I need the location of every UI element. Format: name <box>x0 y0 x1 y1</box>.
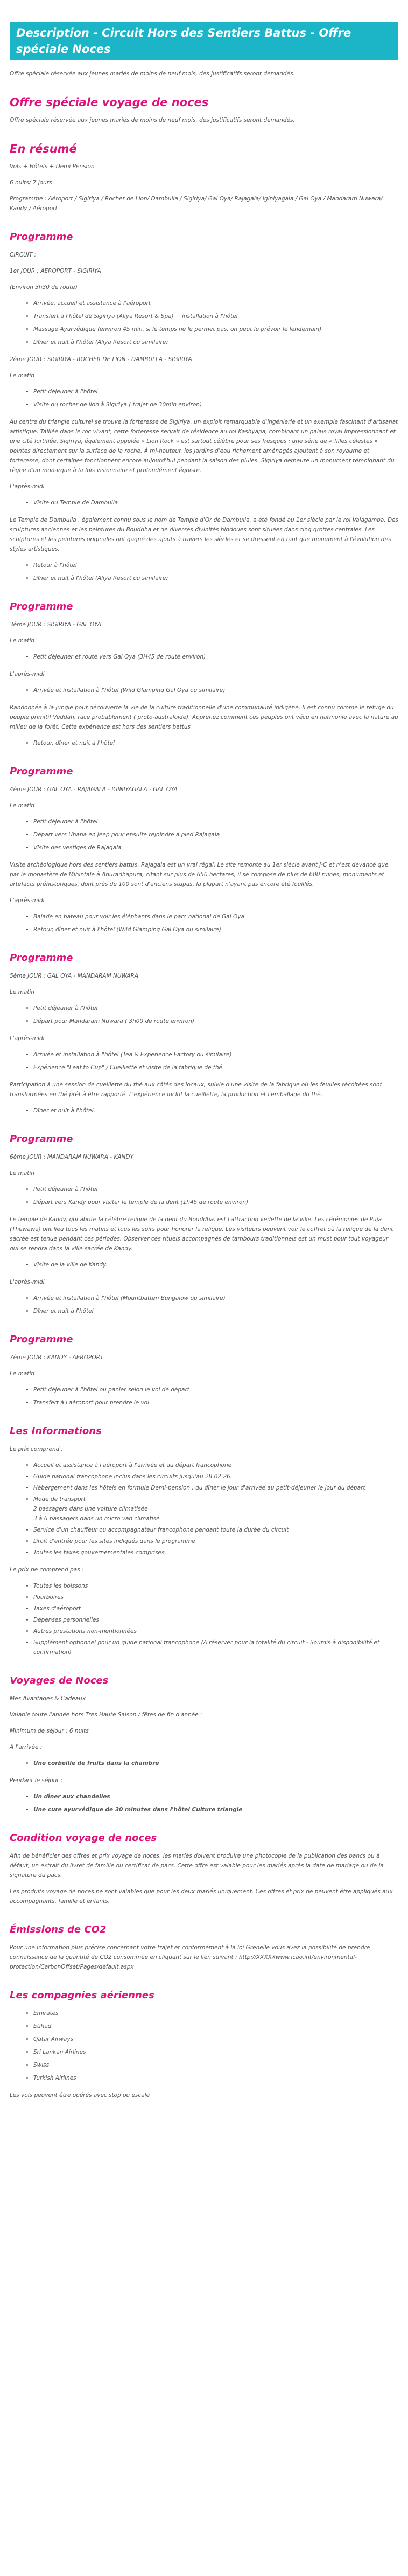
list-item: • Qatar Airways <box>33 2034 398 2044</box>
day-title: 6ème JOUR : MANDARAM NUWARA - KANDY <box>10 1154 133 1160</box>
offre-text: Offre spéciale réservée aux jeunes mariés de moins de neuf mois, des justificatifs seront demandés. <box>10 117 295 123</box>
transport-option: 3 à 6 passagers dans un micro van climatisé <box>33 1515 160 1522</box>
time-label: Le matin <box>10 1170 34 1176</box>
excluded-title: Le prix ne comprend pas : <box>10 1567 84 1573</box>
day-title: 1er JOUR : AEROPORT - SIGIRIYA <box>10 268 101 274</box>
time-label: L'après-midi <box>10 1279 45 1285</box>
noces-title: Voyages de Noces <box>10 1675 109 1686</box>
list-item: • Transfert à l'hôtel de Sigiriya (Aliya Resort & Spa) + installation à l'hôtel <box>33 311 398 321</box>
list-item: • Swiss <box>33 2060 398 2070</box>
day-list <box>10 1050 398 1072</box>
list-item: • Retour, dîner et nuit à l'hôtel (Wild Glamping Gal Oya ou similaire) <box>33 925 398 934</box>
list-item: • Petit déjeuner à l'hôtel <box>33 387 398 397</box>
list-item: • Turkish Airlines <box>33 2073 398 2083</box>
list-item: • Dîner et nuit à l'hôtel (Aliya Resort ou similaire) <box>33 337 398 347</box>
time-label: L'après-midi <box>10 1035 45 1042</box>
description: Randonnée à la jungle pour découverte la vie de la culture traditionnelle d'une communauté indigène. Il est connu comme le refuge du peuple primitif Veddah, race probablement ( proto-australoïde). Apprenez comment ces peuples ont vécu en harmonie avec la nature au milieu de la forêt. Cette expérience est hors des sentiers battus <box>10 704 398 730</box>
list-item: • Petit déjeuner à l'hôtel ou panier selon le vol de départ <box>33 1385 398 1395</box>
day-title: 2ème JOUR : SIGIRIYA - ROCHER DE LION - DAMBULLA - SIGIRIYA <box>10 356 192 363</box>
day-list <box>10 652 398 662</box>
duration: (Environ 3h30 de route) <box>10 284 78 290</box>
airlines-title: Les compagnies aériennes <box>10 1990 154 2001</box>
list-item: • Accueil et assistance à l'aéroport à l'arrivée et au départ francophone <box>33 1460 398 1470</box>
list-item: • Départ pour Mandaram Nuwara ( 3h00 de route environ) <box>33 1016 398 1026</box>
time-label: Le matin <box>10 989 34 995</box>
programme-title: Programme <box>10 601 73 612</box>
list-item: • Petit déjeuner et route vers Gal Oya (3H45 de route environ) <box>33 652 398 662</box>
noces-line: A l'arrivée : <box>10 1744 43 1750</box>
list-item: • Massage Ayurvédique (environ 45 min, si le temps ne le permet pas, on peut le prévoir le lendemain). <box>33 324 398 334</box>
arrival-list <box>10 1758 398 1768</box>
day-list <box>10 1260 398 1270</box>
list-item: • Hébergement dans les hôtels en formule Demi-pension , du dîner le jour d'arrivée au petit-déjeuner le jour du départ <box>33 1483 398 1493</box>
list-item: • Etihad <box>33 2021 398 2031</box>
day-title: 5ème JOUR : GAL OYA - MANDARAM NUWARA <box>10 973 139 979</box>
list-item: • Service d'un chauffeur ou accompagnateur francophone pendant toute la durée du circuit <box>33 1525 398 1535</box>
noces-line: Mes Avantages & Cadeaux <box>10 1695 86 1702</box>
time-label: Le matin <box>10 1370 34 1377</box>
list-item: • Dîner et nuit à l'hôtel (Aliya Resort ou similaire) <box>33 573 398 583</box>
list-item: • Retour, dîner et nuit à l'hôtel <box>33 738 398 748</box>
list-item: • Dîner et nuit à l'hôtel <box>33 1306 398 1316</box>
sejour-list <box>10 1792 398 1815</box>
airlines-list <box>10 2009 398 2083</box>
list-item: • Droit d'entrée pour les sites indiqués dans le programme <box>33 1536 398 1546</box>
offre-title: Offre spéciale voyage de noces <box>10 96 209 109</box>
transport-option: 2 passagers dans une voiture climatisée <box>33 1506 148 1512</box>
list-item: • Une corbeille de fruits dans la chambre <box>33 1758 398 1768</box>
time-label: L'après-midi <box>10 671 45 677</box>
list-item: • Arrivée et installation à l'hôtel (Mountbatten Bungalow ou similaire) <box>33 1293 398 1303</box>
condition-title: Condition voyage de noces <box>10 1832 157 1844</box>
resume-line: Vols + Hôtels + Demi Pension <box>10 163 95 170</box>
day-list <box>10 1185 398 1207</box>
list-item: • Visite du Temple de Dambulla <box>33 498 398 508</box>
day-list <box>10 912 398 934</box>
time-label: L'après-midi <box>10 897 45 904</box>
list-item: • Dîner et nuit à l'hôtel. <box>33 1106 398 1116</box>
noces-line: Valable toute l'année hors Très Haute Saison / fêtes de fin d'année : <box>10 1712 202 1718</box>
sejour-label: Pendant le séjour : <box>10 1777 63 1784</box>
description: Le temple de Kandy, qui abrite la célèbre relique de la dent du Bouddha, est l'attraction vedette de la ville. Les cérémonies de Puja (Thewawa) ont lieu tous les matins et tous les soirs pour honorer la relique. Les visiteurs peuvent voir le coffret où la relique de la dent sacrée est tenue pendant ces périodes. Observer ces rituels accompagnés de tambours traditionnels est un must pour tout voyageur qui se rendra dans la ville sacrée de Kandy. <box>10 1216 393 1252</box>
day-title: 4ème JOUR : GAL OYA - RAJAGALA - IGINIYAGALA - GAL OYA <box>10 786 178 793</box>
list-item: • Petit déjeuner à l'hôtel <box>33 1003 398 1013</box>
list-item: • Visite des vestiges de Rajagala <box>33 843 398 853</box>
day-list <box>10 299 398 347</box>
list-item: • Sri Lankan Airlines <box>33 2047 398 2057</box>
resume-line: 6 nuits/ 7 jours <box>10 179 52 186</box>
description: Participation à une session de cueillette du thé aux côtés des locaux, suivie d'une visite de la fabrique où les feuilles récoltées sont transformées en thé prêt à être rapporté. L'expérience inclut la cueillette, la production et l'emballage du thé. <box>10 1082 382 1098</box>
list-item: • Visite de la ville de Kandy. <box>33 1260 398 1270</box>
airlines-footer: Les vols peuvent être opérés avec stop ou escale <box>10 2092 150 2099</box>
list-item: • Visite du rocher de lion à Sigiriya ( trajet de 30min environ) <box>33 400 398 410</box>
description: Le Temple de Dambulla , également connu sous le nom de Temple d'Or de Dambulla, a été fondé au 1er siècle par le roi Valagamba. Des sculptures anciennes et les peintures du Bouddha et de diverses divinités hindoues sont situées dans cinq grottes centrales. Les sculptures et les peintures originales ont gagné des ajouts à travers les siècles et se dressent en tant que monument à l'évolution des styles artistiques. <box>10 517 399 552</box>
time-label: L'après-midi <box>10 483 45 490</box>
page-title-banner: Description - Circuit Hors des Sentiers Battus - Offre spéciale Noces <box>10 22 398 60</box>
list-item: • Un dîner aux chandelles <box>33 1792 398 1802</box>
list-item: • Supplément optionnel pour un guide national francophone (A réserver pour la totalité du circuit - Soumis à disponibilité et confirmation) <box>33 1638 398 1657</box>
condition-text: Afin de bénéficier des offres et prix voyage de noces, les mariés doivent produire une photocopie de la publication des bancs ou à défaut, un extrait du livret de famille ou certificat de pacs. Cette offre est valable pour les mariés après la date de mariage ou de la signature du pacs. <box>10 1853 384 1879</box>
intro-text: Offre spéciale réservée aux jeunes mariés de moins de neuf mois, des justificatifs seront demandés. <box>10 71 295 77</box>
time-label: Le matin <box>10 802 34 809</box>
day-title: 3ème JOUR : SIGIRIYA - GAL OYA <box>10 621 101 628</box>
day-list <box>10 738 398 748</box>
day-list <box>10 1293 398 1316</box>
description: Visite archéologique hors des sentiers battus, Rajagala est un vrai régal. Le site remonte au 1er siècle avant J-C et n'est devancé que par le monastère de Mihintale à Anuradhapura, citant sur plus de 650 hectares, il se compose de plus de 600 ruines, monuments et artefacts préhistoriques, dont près de 100 sont d'anciens stupas, la plupart n'ayant pas encore été fouillés. <box>10 862 389 888</box>
day-list <box>10 1385 398 1408</box>
list-item: • Toutes les taxes gouvernementales comprises. <box>33 1548 398 1557</box>
list-item <box>33 1494 398 1524</box>
time-label: Le matin <box>10 372 34 379</box>
condition-text: Les produits voyage de noces ne sont valables que pour les deux mariés uniquement. Ces offres et prix ne peuvent être appliqués aux accompagnants, famille et enfants. <box>10 1888 393 1905</box>
list-item: • Petit déjeuner à l'hôtel <box>33 817 398 827</box>
programme-title: Programme <box>10 952 73 964</box>
transport-label: Mode de transport <box>33 1496 86 1502</box>
co2-text: Pour une information plus précise concernant votre trajet et conformément à la loi Grenelle vous avez la possibilité de prendre connaissance de la quantité de CO2 consommée en cliquant sur le lien suivant : http://XXXXXwww.icao.int/environmental-protection/CarbonOffset/Pages/default.aspx <box>10 1944 370 1970</box>
day-list <box>10 498 398 508</box>
list-item: • Départ vers Uhana en Jeep pour ensuite rejoindre à pied Rajagala <box>33 830 398 840</box>
description: Au centre du triangle culturel se trouve la forteresse de Sigiriya, un exploit remarquable d'ingénierie et un exemple fascinant d'artisanat artistique. Taillée dans le roc vivant, cette forteresse servait de résidence au roi Kashyapa, combinant un palais royal impressionnant et une cité fortifiée. Sigiriya, également appelée « Lion Rock » est surtout célèbre pour ses fresques : une série de « filles célestes » peintes directement sur la surface de la roche. À mi-hauteur, les jardins d'eau richement aménagés ajoutent à son royaume et forteresse, dont certaines fonctionnent encore aujourd'hui pendant la saison des pluies. Sigiriya demeure un monument témoignant du règne d'un monarque à la fois visionnaire et profondément égoïste. <box>10 419 398 474</box>
list-item: • Pourboires <box>33 1592 398 1602</box>
page <box>0 22 408 2128</box>
programme-title: Programme <box>10 766 73 777</box>
list-item: • Emirates <box>33 2009 398 2018</box>
day-list <box>10 1106 398 1116</box>
list-item: • Expérience "Leaf to Cup" / Cueillette et visite de la fabrique de thé <box>33 1063 398 1072</box>
programme-title: Programme <box>10 1133 73 1145</box>
co2-title: Émissions de CO2 <box>10 1924 107 1935</box>
list-item: • Autres prestations non-mentionnées <box>33 1626 398 1636</box>
included-title: Le prix comprend : <box>10 1446 64 1452</box>
day-title: 7ème JOUR : KANDY - AEROPORT <box>10 1354 104 1361</box>
list-item: • Petit déjeuner à l'hôtel <box>33 1185 398 1194</box>
excluded-list <box>10 1581 398 1657</box>
list-item: • Départ vers Kandy pour visiter le temple de la dent (1h45 de route environ) <box>33 1197 398 1207</box>
time-label: Le matin <box>10 638 34 644</box>
day-list <box>10 387 398 410</box>
list-item: • Arrivée et installation à l'hôtel (Wild Glamping Gal Oya ou similaire) <box>33 685 398 695</box>
list-item: • Guide national francophone inclus dans les circuits jusqu'au 28.02.26. <box>33 1472 398 1481</box>
list-item: • Retour à l'hôtel <box>33 560 398 570</box>
list-item: • Toutes les boissons <box>33 1581 398 1591</box>
day-list <box>10 1003 398 1026</box>
informations-title: Les Informations <box>10 1425 102 1437</box>
resume-line: Programme : Aéroport / Sigiriya / Rocher de Lion/ Dambulla / Sigiriya/ Gal Oya/ Rajagala/ Iginiyagala / Gal Oya / Mandaram Nuwara/ Kandy / Aéroport <box>10 196 383 212</box>
resume-title: En résumé <box>10 142 77 155</box>
day-list <box>10 560 398 583</box>
day-list <box>10 685 398 695</box>
included-list <box>10 1460 398 1557</box>
list-item: • Taxes d'aéroport <box>33 1604 398 1614</box>
circuit-label: CIRCUIT : <box>10 252 37 258</box>
programme-title: Programme <box>10 231 73 243</box>
list-item: • Arrivée et installation à l'hôtel (Tea & Experience Factory ou similaire) <box>33 1050 398 1060</box>
list-item: • Balade en bateau pour voir les éléphants dans le parc national de Gal Oya <box>33 912 398 922</box>
list-item: • Une cure ayurvédique de 30 minutes dans l'hôtel Culture triangle <box>33 1805 398 1815</box>
noces-line: Minimum de séjour : 6 nuits <box>10 1728 89 1734</box>
list-item: • Transfert à l'aéroport pour prendre le vol <box>33 1398 398 1408</box>
list-item: • Dépenses personnelles <box>33 1615 398 1625</box>
programme-title: Programme <box>10 1334 73 1345</box>
list-item: • Arrivée, accueil et assistance à l'aéroport <box>33 299 398 308</box>
day-list <box>10 817 398 853</box>
